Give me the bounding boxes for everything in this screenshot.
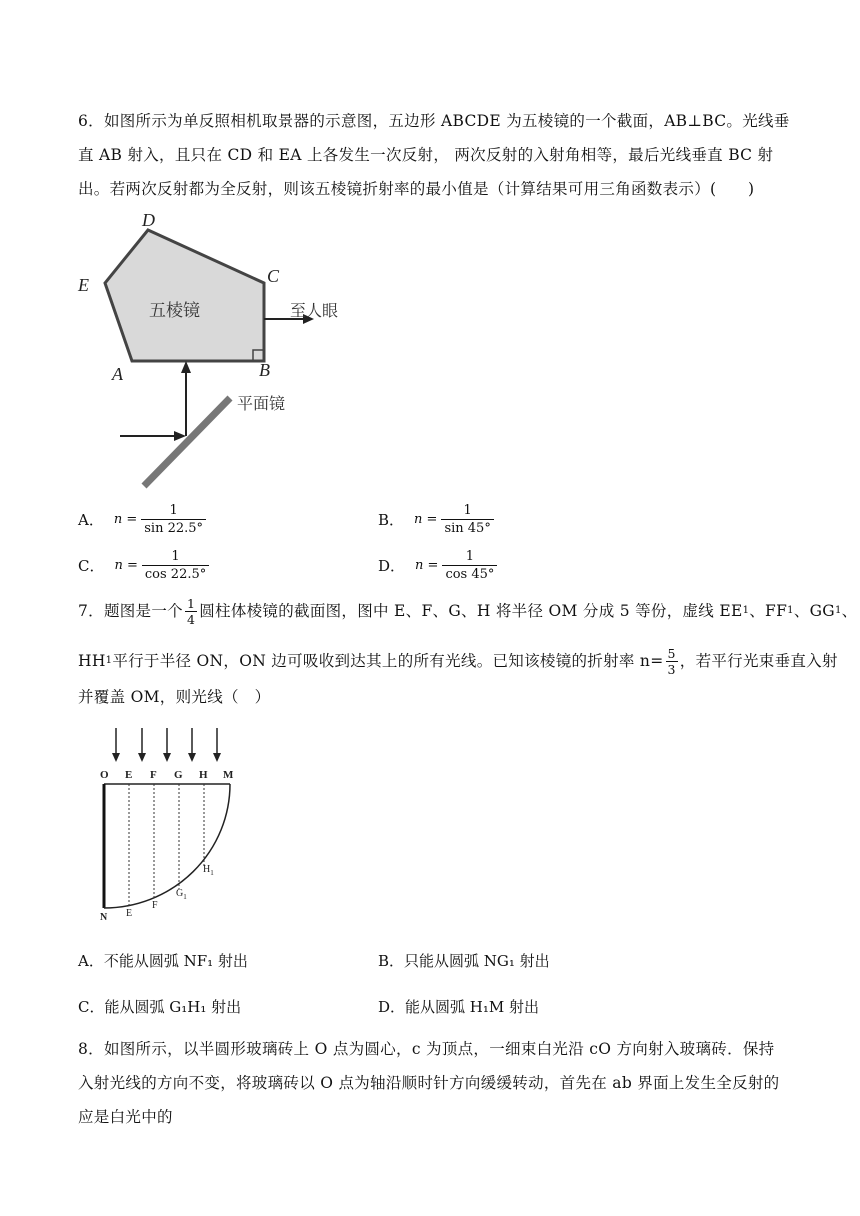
eye-label: 至人眼	[290, 301, 339, 320]
label-H1: $H_1$	[203, 864, 214, 877]
option-fraction: $\frac{1}{\cos 45^\circ}$	[442, 548, 497, 583]
q7-option-c[interactable]: C．能从圆弧 G₁H₁ 射出	[78, 998, 242, 1016]
question-7-line-1: 7．题图是一个 $\frac{1}{4}$ 圆柱体棱镜的截面图，图中 E、F、G、H 将半径 OM 分成 5 等份，虚线 EE 1 、FF 1 、GG 1 、	[78, 595, 858, 627]
option-letter: A．	[78, 511, 104, 529]
question-7-line-3: 并覆盖 OM，则光线（ ）	[78, 688, 271, 706]
option-letter: D．	[378, 557, 406, 575]
option-letter: B．	[378, 511, 405, 529]
bottom-label-E1: E	[126, 908, 133, 919]
pentaprism-figure	[72, 208, 362, 494]
refractive-index-fraction: $\frac{5}{3}$	[667, 645, 676, 677]
one-quarter-fraction: $\frac{1}{4}$	[186, 595, 196, 627]
option-lhs: n =	[114, 558, 138, 573]
option-lhs: n =	[414, 512, 438, 527]
label-B: B	[259, 360, 270, 380]
q6-option-a[interactable]	[78, 502, 206, 537]
quarter-cylinder-figure	[92, 726, 252, 922]
label-E: E	[78, 275, 89, 295]
option-lhs: n =	[415, 558, 439, 573]
option-fraction: $\frac{1}{\sin 22.5^\circ}$	[141, 502, 206, 537]
q7-option-d[interactable]: D．能从圆弧 H₁M 射出	[378, 998, 540, 1016]
pentaprism-shape	[105, 230, 264, 361]
arc-NM	[104, 784, 230, 908]
label-D: D	[142, 210, 155, 230]
q6-option-b[interactable]	[378, 502, 494, 537]
option-fraction: $\frac{1}{\cos 22.5^\circ}$	[142, 548, 209, 583]
top-label-G: G	[174, 769, 183, 781]
top-label-O: O	[100, 769, 109, 781]
label-A: A	[112, 364, 123, 384]
bottom-label-N: N	[100, 912, 108, 922]
question-8-text: 8．如图所示，以半圆形玻璃砖上 O 点为圆心，c 为顶点，一细束白光沿 cO 方向射入玻璃砖．保持入射光线的方向不变，将玻璃砖以 O 点为轴沿顺时针方向缓缓转动，首先在 ab 界面上发生全反射的应是白光中的	[78, 1040, 780, 1126]
option-lhs: n =	[113, 512, 138, 527]
mirror-label: 平面镜	[237, 394, 286, 413]
question-6-text: 6．如图所示为单反照相机取景器的示意图，五边形 ABCDE 为五棱镜的一个截面，AB⊥BC。光线垂直 AB 射入，且只在 CD 和 EA 上各发生一次反射， 两次反射的入射角相等，最后光线垂直 BC 射出。若两次反射都为全反射，则该五棱镜折射率的最小值是（计算结果可用三角函数表示）( )	[78, 112, 790, 198]
prism-label: 五棱镜	[149, 301, 200, 321]
bottom-label-F1: F	[152, 900, 158, 911]
q7-option-b[interactable]: B．只能从圆弧 NG₁ 射出	[378, 952, 550, 970]
q6-option-c[interactable]	[78, 548, 209, 583]
top-label-F: F	[150, 769, 157, 781]
q7-option-a[interactable]: A．不能从圆弧 NF₁ 射出	[78, 952, 248, 970]
label-C: C	[267, 266, 280, 286]
top-label-H: H	[199, 769, 208, 781]
q6-option-d[interactable]	[378, 548, 497, 583]
top-label-M: M	[223, 769, 234, 781]
label-G1: $G_1$	[176, 888, 187, 901]
top-label-E: E	[125, 769, 133, 781]
option-letter: C．	[78, 557, 105, 575]
option-fraction: $\frac{1}{\sin 45^\circ}$	[441, 502, 493, 537]
question-7-line-2: HH 1 平行于半径 ON，ON 边可吸收到达其上的所有光线。已知该棱镜的折射率 n= $\frac{5}{3}$ ，若平行光束垂直入射	[78, 645, 838, 677]
